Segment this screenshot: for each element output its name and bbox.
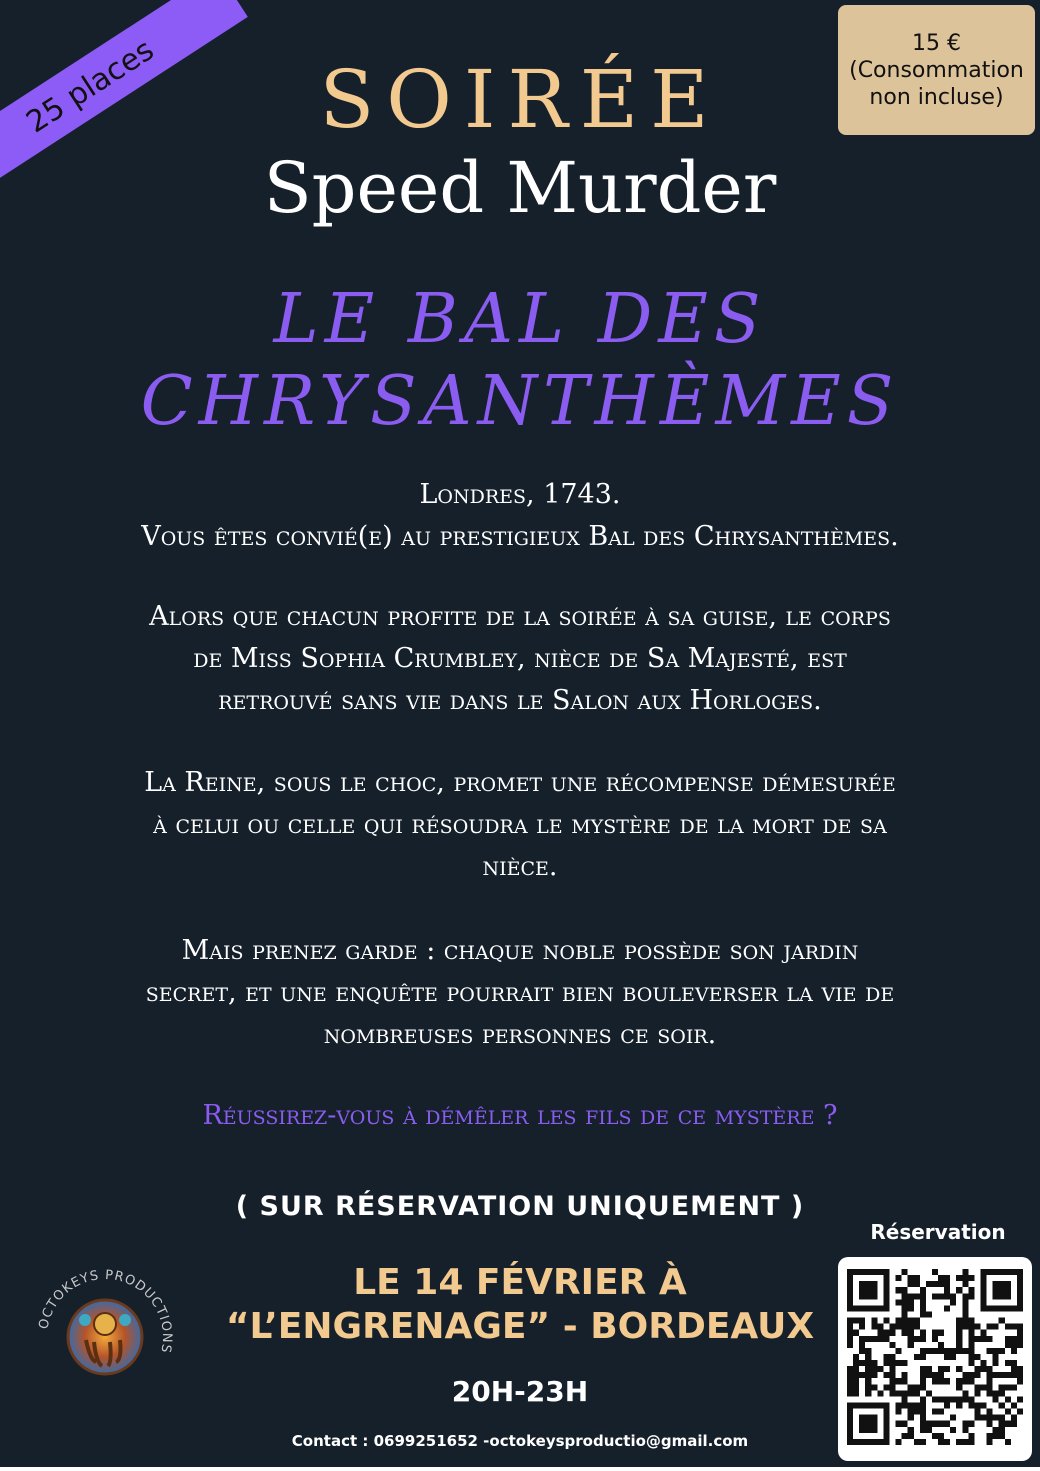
story-line: Mais prenez garde : chaque noble possède son jardin: [181, 935, 859, 966]
story-line: Alors que chacun profite de la soirée à sa guise, le corps: [149, 601, 891, 632]
event-date: LE 14 FÉVRIER À: [353, 1262, 687, 1303]
story-line: Vous êtes convié(e) au prestigieux Bal des Chrysanthèmes.: [141, 521, 899, 552]
places-ribbon-label: 25 places: [20, 32, 160, 140]
story-line: à celui ou celle qui résoudra le mystère de la mort de sa: [153, 809, 887, 840]
event-title-line1: LE BAL DES: [273, 280, 767, 359]
story-paragraph-1: [0, 474, 1040, 558]
event-hours: 20H-23H: [451, 1375, 589, 1408]
story-line: La Reine, sous le choc, promet une récompense démesurée: [144, 767, 896, 798]
story-paragraph-3: [0, 762, 1040, 888]
header-title: Speed Murder: [263, 147, 777, 229]
qr-label: Réservation: [870, 1220, 1006, 1244]
story-line: Londres, 1743.: [419, 479, 621, 510]
event-venue: “L’ENGRENAGE” - BORDEAUX: [225, 1306, 815, 1347]
story-line: nièce.: [482, 851, 558, 882]
story-paragraph-4: [0, 930, 1040, 1056]
story-paragraph-2: [0, 596, 1040, 722]
contact-line: Contact : 0699251652 -octokeysproductio@gmail.com: [291, 1432, 749, 1450]
story-line: de Miss Sophia Crumbley, nièce de Sa Majesté, est: [193, 643, 847, 674]
header-kicker: SOIRÉE: [319, 53, 721, 146]
event-title-line2: CHRYSANTHÈMES: [140, 362, 900, 441]
logo-ring-text: OCTOKEYS PRODUCTIONS: [36, 1267, 175, 1355]
story-question: Réussirez-vous à démêler les fils de ce mystère ?: [202, 1100, 838, 1131]
octokeys-logo: [30, 1262, 180, 1412]
price-note-line1: (Consommation: [849, 57, 1024, 83]
story-line: nombreuses personnes ce soir.: [323, 1019, 717, 1050]
reservation-note: ( SUR RÉSERVATION UNIQUEMENT ): [235, 1191, 805, 1222]
qr-code-icon: [847, 1269, 1023, 1445]
price-note-line2: non incluse): [869, 84, 1004, 110]
octokeys-logo-icon: [30, 1262, 180, 1412]
reservation-qr-code[interactable]: [838, 1257, 1032, 1461]
price-amount: 15 €: [912, 30, 961, 56]
story-line: retrouvé sans vie dans le Salon aux Horloges.: [218, 685, 822, 716]
story-line: secret, et une enquête pourrait bien bouleverser la vie de: [145, 977, 895, 1008]
